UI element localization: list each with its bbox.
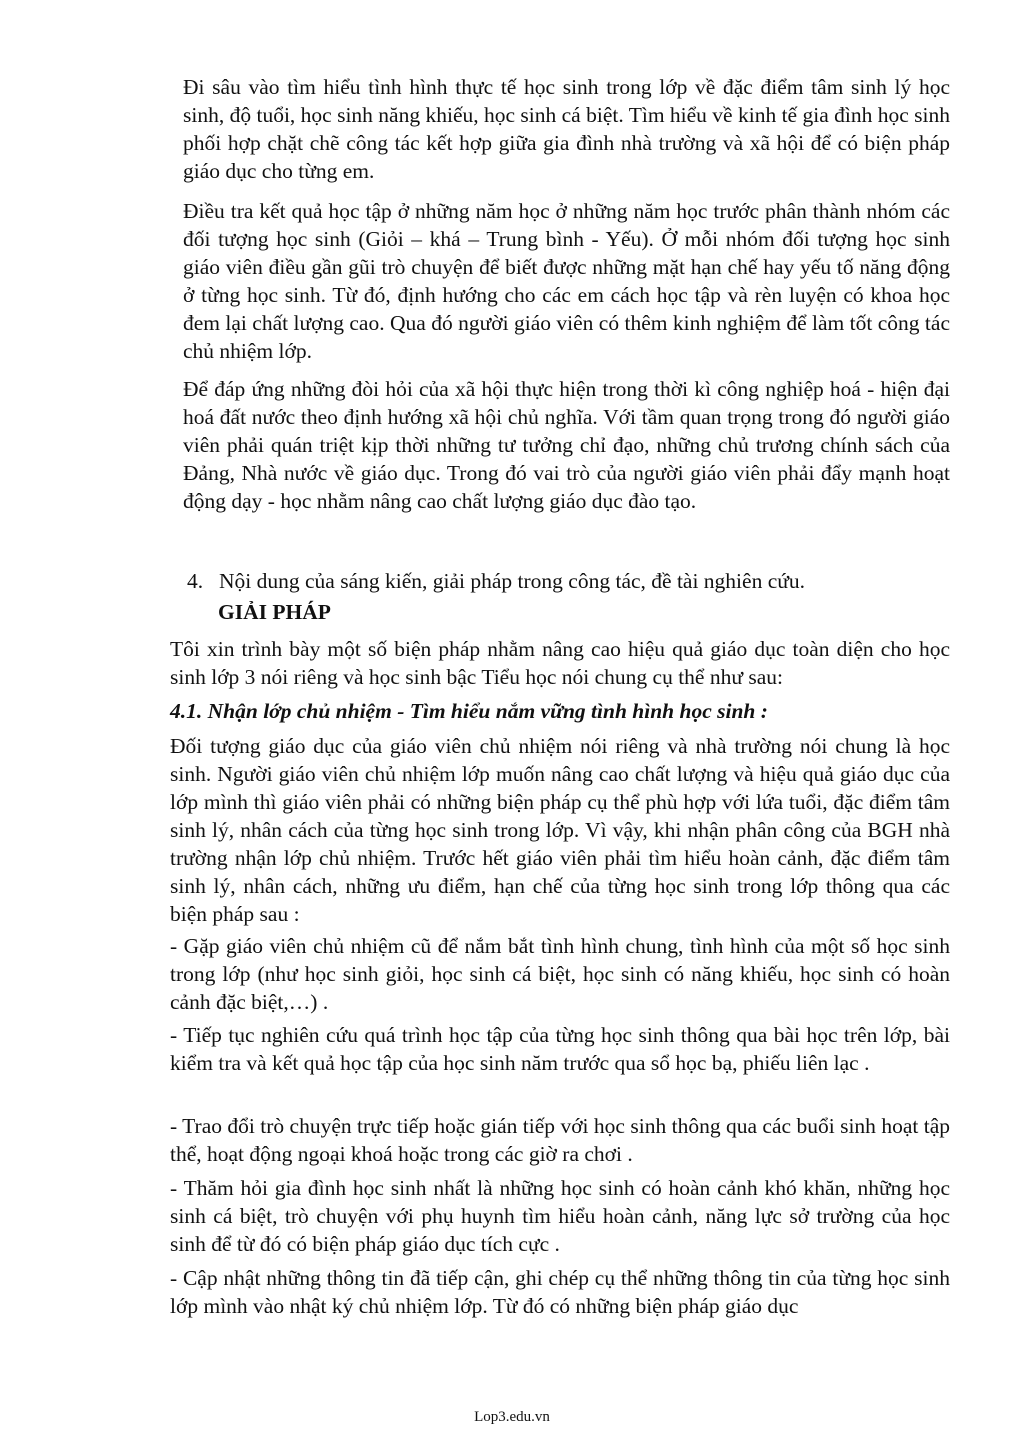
section-4-number: 4. (187, 569, 204, 593)
subsection-4-1-heading: 4.1. Nhận lớp chủ nhiệm - Tìm hiểu nắm vững tình hình học sinh : (170, 699, 768, 723)
paragraph-student-situation: Đi sâu vào tìm hiểu tình hình thực tế học sinh trong lớp về đặc điểm tâm sinh lý học sinh, độ tuổi, học sinh năng khiếu, học sinh cá biệt. Tìm hiểu về kinh tế gia đình học sinh phối hợp chặt chẽ công tác kết hợp giữa gia đình nhà trường và xã hội để có biện pháp giáo dục cho từng em. (183, 75, 950, 183)
section-4-heading (187, 567, 947, 595)
solution-heading: GIẢI PHÁP (218, 600, 331, 624)
measure-item-4: - Thăm hỏi gia đình học sinh nhất là những học sinh có hoàn cảnh khó khăn, những học sinh cá biệt, trò chuyện với phụ huynh tìm hiểu hoàn cảnh, năng lực sở trường của học sinh để từ đó có biện pháp giáo dục tích cực . (170, 1176, 950, 1256)
page-footer: Lop3.edu.vn (474, 1409, 550, 1425)
measure-item-1: - Gặp giáo viên chủ nhiệm cũ để nắm bắt tình hình chung, tình hình của một số học sinh trong lớp (như học sinh giỏi, học sinh cá biệt, học sinh có năng khiếu, học sinh có hoàn cảnh đặc biệt,…) . (170, 934, 950, 1014)
measure-item-3: - Trao đổi trò chuyện trực tiếp hoặc gián tiếp với học sinh thông qua các buổi sinh hoạt tập thể, hoạt động ngoại khoá hoặc trong các giờ ra chơi . (170, 1114, 950, 1166)
paragraph-social-demands: Để đáp ứng những đòi hỏi của xã hội thực hiện trong thời kì công nghiệp hoá - hiện đại hoá đất nước theo định hướng xã hội chủ nghĩa. Với tầm quan trọng trong đó người giáo viên phải quán triệt kịp thời những tư tưởng chỉ đạo, những chủ trương chính sách của Đảng, Nhà nước về giáo dục. Trong đó vai trò của người giáo viên phải đẩy mạnh hoạt động dạy - học nhằm nâng cao chất lượng giáo dục đào tạo. (183, 377, 950, 513)
solution-intro: Tôi xin trình bày một số biện pháp nhằm nâng cao hiệu quả giáo dục toàn diện cho học sinh lớp 3 nói riêng và học sinh bậc Tiểu học nói chung cụ thể như sau: (170, 637, 950, 689)
section-4-title: Nội dung của sáng kiến, giải pháp trong công tác, đề tài nghiên cứu. (219, 569, 806, 593)
subsection-4-1-body: Đối tượng giáo dục của giáo viên chủ nhiệm nói riêng và nhà trường nói chung là học sinh. Người giáo viên chủ nhiệm lớp muốn nâng cao chất lượng và hiệu quả giáo dục của lớp mình thì giáo viên phải có những biện pháp cụ thể phù hợp với lứa tuổi, đặc điểm tâm sinh lý, nhân cách của từng học sinh trong lớp. Vì vậy, khi nhận phân công của BGH nhà trường nhận lớp chủ nhiệm. Trước hết giáo viên phải tìm hiểu hoàn cảnh, đặc điểm tâm sinh lý, nhân cách, những ưu điểm, hạn chế của từng học sinh trong lớp thông qua các biện pháp sau : (170, 734, 950, 926)
measure-item-5: - Cập nhật những thông tin đã tiếp cận, ghi chép cụ thể những thông tin của từng học sinh lớp mình vào nhật ký chủ nhiệm lớp. Từ đó có những biện pháp giáo dục (170, 1266, 950, 1318)
measure-item-2: - Tiếp tục nghiên cứu quá trình học tập của từng học sinh thông qua bài học trên lớp, bài kiểm tra và kết quả học tập của học sinh năm trước qua sổ học bạ, phiếu liên lạc . (170, 1023, 950, 1075)
paragraph-learning-results: Điều tra kết quả học tập ở những năm học ở những năm học trước phân thành nhóm các đối tượng học sinh (Giỏi – khá – Trung bình - Yếu). Ở mỗi nhóm đối tượng học sinh giáo viên điều gần gũi trò chuyện để biết được những mặt hạn chế hay yếu tố năng động ở từng học sinh. Từ đó, định hướng cho các em cách học tập và rèn luyện có khoa học đem lại chất lượng cao. Qua đó người giáo viên có thêm kinh nghiệm để làm tốt công tác chủ nhiệm lớp. (183, 199, 950, 363)
